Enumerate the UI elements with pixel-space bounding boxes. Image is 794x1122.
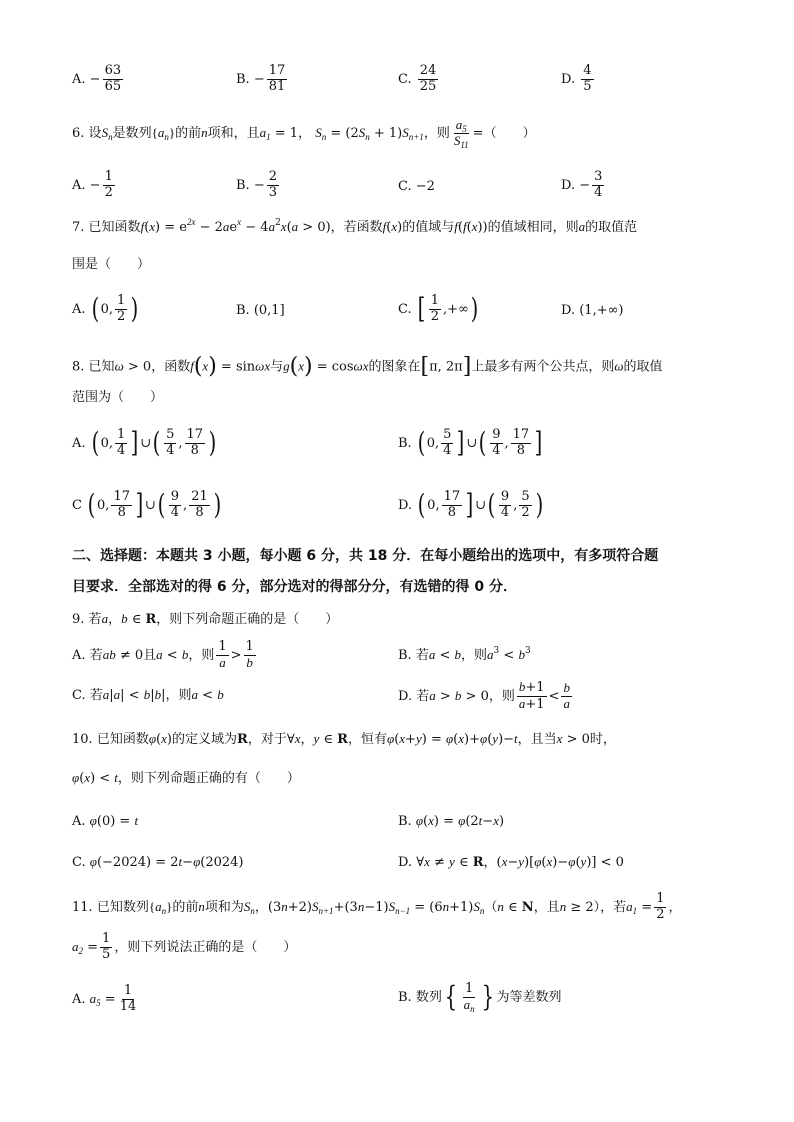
q6-option-b: B. − $\frac{2}{3}$ — [236, 169, 277, 200]
q5-option-b: B. − $\frac{17}{81}$ — [236, 63, 286, 94]
q5-option-c: C. $\frac{24}{25}$ — [398, 63, 437, 94]
q7-option-b: B. (0,1] — [236, 303, 285, 318]
section-heading-line2: 目要求．全部选对的得 6 分，部分选对的得部分分，有选错的得 0 分． — [72, 579, 517, 595]
q6-option-a: A. − $\frac{1}{2}$ — [72, 169, 113, 200]
q9-option-b: B. 若a < b，则$a^3 < b^3$ — [398, 646, 531, 663]
q11-option-a: A. $a_5$ = $\frac{1}{14}$ — [72, 983, 137, 1014]
q9-option-c: C. 若a|a| < b|b|，则a < b — [72, 687, 224, 703]
q7-stem-line1: 7. 已知函数$f(x) = e^{2x} - 2ae^x - 4a^2x(a > 0)$，若函数f(x)的值域与f(f(x))的值域相同，则a的取值范 — [72, 217, 638, 235]
q9-option-d: D. 若a > b > 0，则 $\frac{b+1}{a+1}$ < $\frac{b}{a}$ — [398, 679, 570, 712]
q6-option-c: C. −2 — [398, 179, 435, 194]
q7-option-a: A. ( 0, $\frac{1}{2}$ ) — [72, 292, 139, 326]
q8-stem-line1: 8. 已知ω > 0，函数f(x) = sinωx与g(x) = cosωx的图象在[π, 2π]上最多有两个公共点，则ω的取值 — [72, 354, 663, 379]
q10-option-d: D. ∀x ≠ y ∈ R，(x−y)[φ(x)−φ(y)] < 0 — [398, 854, 624, 870]
q7-stem-line2: 围是（ ） — [72, 257, 151, 272]
q8-option-d: D. ( 0, $\frac{17}{8}$ ] ∪( $\frac{9}{4}$ , $\frac{5}{2}$ ) — [398, 488, 543, 522]
q5-option-d: D. $\frac{4}{5}$ — [561, 63, 592, 94]
section-heading-line1: 二、选择题：本题共 3 小题，每小题 6 分，共 18 分．在每小题给出的选项中，有多项符合题 — [72, 548, 659, 564]
q5-option-a: A. − $\frac{63}{65}$ — [72, 63, 122, 94]
q8-stem-line2: 范围为（ ） — [72, 390, 164, 405]
q8-option-b: B. ( 0, $\frac{5}{4}$ ] ∪( $\frac{9}{4}$ , $\frac{17}{8}$ ] — [398, 426, 543, 460]
q10-option-a: A. φ(0) = t — [72, 813, 139, 829]
q11-option-b: B. 数列{ $\frac{1}{a_n}$ } 为等差数列 — [398, 980, 562, 1014]
q11-stem-line2: $a_2$ = $\frac{1}{5}$ ，则下列说法正确的是（ ） — [72, 931, 297, 962]
q10-stem-line2: φ(x) < t，则下列命题正确的有（ ） — [72, 770, 300, 786]
q11-stem-line1: 11. 已知数列$\{a_n\}$的前n项和为$S_n$，$(3n+2)S_{n+1}+(3n-1)S_{n-1} = (6n+1)S_n(n$ ∈ N，且n ≥ 2），若$a_1$ = $\frac{1}{2}$ ， — [72, 891, 682, 922]
q6-option-d: D. − $\frac{3}{4}$ — [561, 169, 603, 200]
q7-option-c: C. [ $\frac{1}{2}$ ,+∞) — [398, 292, 479, 326]
q9-option-a: A. 若ab ≠ 0且a < b，则 $\frac{1}{a}$ > $\frac{1}{b}$ — [72, 639, 254, 670]
q7-option-d: D. (1,+∞) — [561, 303, 624, 318]
q10-option-b: B. φ(x) = φ(2t−x) — [398, 813, 505, 829]
q6-stem: 6. 设$S_n$是数列$\{a_n\}$的前n项和，且$a_1 = 1$， $S_n = (2S_n + 1)S_{n+1}$，则 $\frac{a_5}{S_{11}}$ =（ ） — [72, 117, 536, 150]
q8-option-c: C ( 0, $\frac{17}{8}$ ] ∪( $\frac{9}{4}$ , $\frac{21}{8}$ ) — [72, 488, 222, 522]
q8-option-a: A. ( 0, $\frac{1}{4}$ ] ∪( $\frac{5}{4}$ , $\frac{17}{8}$ ) — [72, 426, 217, 460]
q10-stem-line1: 10. 已知函数φ(x)的定义域为R，对于∀x，y ∈ R，恒有φ(x+y) = φ(x)+φ(y)−t，且当x > 0时， — [72, 731, 616, 747]
q10-option-c: C. φ(−2024) = 2t−φ(2024) — [72, 854, 244, 870]
q9-stem: 9. 若a，b ∈ R，则下列命题正确的是（ ） — [72, 611, 339, 627]
